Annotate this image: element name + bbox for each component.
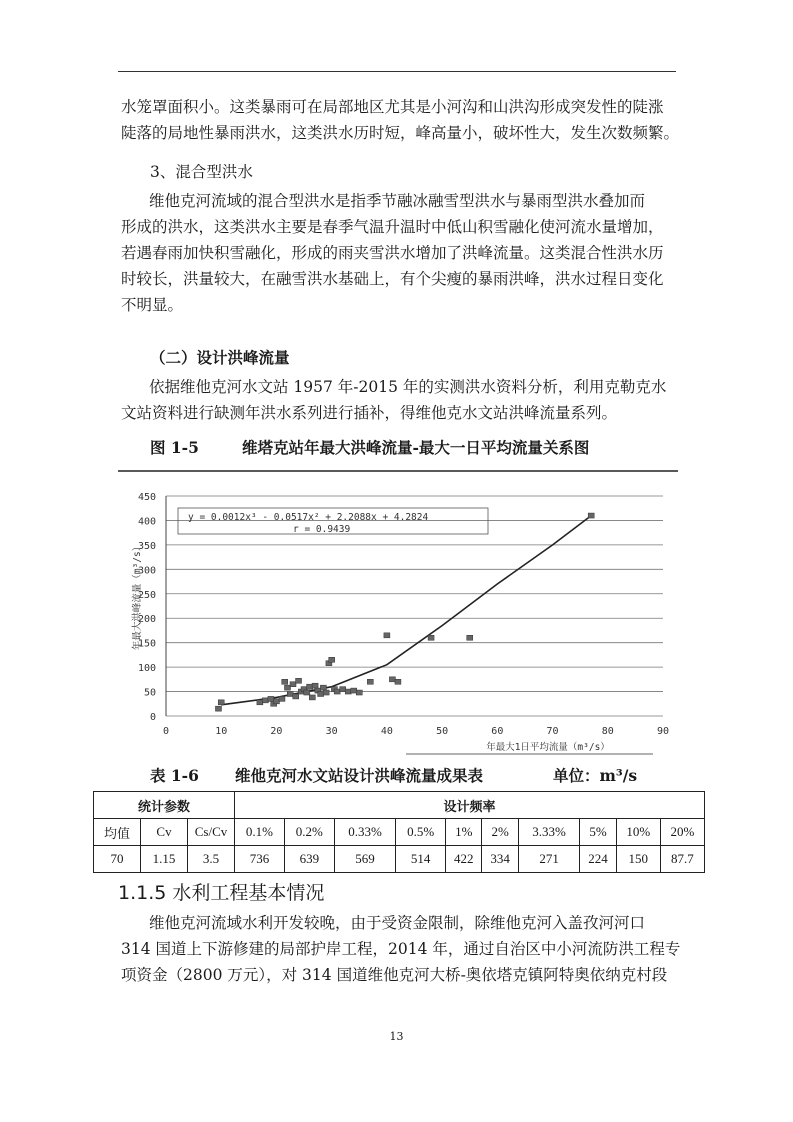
scatter-chart — [118, 468, 678, 758]
table-cell: 736 — [235, 846, 285, 873]
table-cell: 422 — [446, 846, 482, 873]
x-tick-label: 50 — [436, 726, 449, 737]
data-point — [293, 694, 299, 699]
data-point — [329, 657, 335, 662]
x-tick-label: 30 — [325, 726, 338, 737]
column-header: 0.1% — [235, 819, 285, 846]
table-cell: 334 — [482, 846, 518, 873]
data-point — [395, 679, 401, 684]
table-cell: 271 — [518, 846, 579, 873]
column-header: 5% — [580, 819, 616, 846]
text-line: 维他克河流域水利开发较晚，由于受资金限制，除维他克河入盖孜河河口 — [149, 914, 646, 932]
table-cell: 514 — [396, 846, 446, 873]
data-point — [351, 688, 357, 693]
table-row — [94, 846, 705, 873]
table-number: 表 1-6 — [150, 766, 199, 785]
data-point — [307, 684, 313, 689]
text-line: 依据维他克河水文站 1957 年-2015 年的实测洪水资料分析，利用克勒克水 — [149, 378, 667, 396]
data-point — [367, 679, 373, 684]
text-line: 水笼罩面积小。这类暴雨可在局部地区尤其是小河沟和山洪沟形成突发性的陡涨 — [121, 98, 664, 116]
stats-group-header: 统计参数 — [94, 792, 235, 819]
data-point — [312, 683, 318, 688]
data-point — [467, 635, 473, 640]
page-number: 13 — [389, 1030, 404, 1043]
text-line: 时较长，洪量较大，在融雪洪水基础上，有个尖瘦的暴雨洪峰，洪水过程日变化 — [121, 270, 664, 288]
data-point — [215, 706, 221, 711]
data-point — [309, 695, 315, 700]
data-point — [262, 698, 268, 703]
table-subheader-row — [94, 819, 705, 846]
subheading-design-peak: （二）设计洪峰流量 — [150, 348, 290, 367]
column-header: 0.5% — [396, 819, 446, 846]
table-cell: 3.5 — [188, 846, 235, 873]
text-line: 项资金（2800 万元），对 314 国道维他克河大桥-奥依塔克镇阿特奥依纳克村段 — [121, 966, 668, 984]
column-header: 均值 — [94, 819, 141, 846]
trend-curve — [221, 516, 591, 705]
table-cell: 70 — [94, 846, 141, 873]
y-tick-label: 350 — [137, 540, 156, 552]
table-cell: 87.7 — [660, 846, 704, 873]
chart-container — [118, 468, 678, 758]
y-tick-label: 100 — [137, 663, 156, 675]
y-tick-label: 50 — [143, 687, 156, 699]
water-projects-paragraph — [121, 910, 681, 988]
column-header: Cv — [141, 819, 188, 846]
data-point — [218, 700, 224, 705]
x-tick-label: 90 — [656, 726, 670, 737]
y-tick-label: 400 — [137, 516, 156, 528]
freq-group-header: 设计频率 — [235, 792, 705, 819]
data-point — [279, 696, 285, 701]
table-cell: 1.15 — [141, 846, 188, 873]
y-axis-label: 年最大洪峰流量（m³/s） — [132, 541, 143, 651]
data-point — [296, 678, 302, 683]
table-cell: 569 — [334, 846, 395, 873]
table-unit: 单位：m³/s — [553, 766, 638, 785]
data-point — [304, 690, 310, 695]
text-line: 形成的洪水，这类洪水主要是春季气温升温时中低山积雪融化使河流水量增加， — [121, 218, 664, 236]
figure-number: 图 1-5 — [150, 438, 199, 457]
x-tick-label: 70 — [546, 726, 559, 737]
data-point — [588, 513, 594, 518]
r-value-label: r = 0.9439 — [293, 524, 351, 535]
y-tick-label: 150 — [137, 638, 156, 650]
data-point — [282, 679, 288, 684]
data-point — [340, 687, 346, 692]
x-tick-label: 10 — [215, 726, 228, 737]
data-point — [428, 635, 434, 640]
column-header: 10% — [616, 819, 660, 846]
column-header: 0.2% — [284, 819, 334, 846]
data-point — [287, 692, 293, 697]
data-point — [356, 690, 362, 695]
table-title: 维他克河水文站设计洪峰流量成果表 — [235, 766, 484, 785]
y-tick-label: 250 — [137, 589, 156, 601]
data-point — [384, 633, 390, 638]
mixed-flood-paragraph — [121, 188, 681, 318]
x-tick-label: 0 — [162, 726, 170, 737]
data-point — [290, 682, 296, 687]
x-axis-label: 年最大1日平均流量（m³/s） — [486, 742, 610, 753]
heading-mixed-flood: 3、混合型洪水 — [150, 163, 253, 181]
column-header: Cs/Cv — [188, 819, 235, 846]
x-tick-label: 80 — [601, 726, 614, 737]
x-tick-label: 40 — [380, 726, 393, 737]
figure-title: 维塔克站年最大洪峰流量-最大一日平均流量关系图 — [242, 438, 590, 457]
intro-paragraph — [121, 94, 681, 146]
y-tick-label: 450 — [137, 492, 156, 503]
text-line: 文站资料进行缺测年洪水系列进行插补，得维他克水文站洪峰流量系列。 — [121, 404, 618, 422]
data-point — [345, 689, 351, 694]
header-rule — [118, 71, 676, 72]
text-line: 若遇春雨加快积雪融化，形成的雨夹雪洪水增加了洪峰流量。这类混合性洪水历 — [121, 244, 664, 262]
table-cell: 224 — [580, 846, 616, 873]
column-header: 2% — [482, 819, 518, 846]
text-line: 维他克河流域的混合型洪水是指季节融冰融雪型洪水与暴雨型洪水叠加而 — [149, 192, 646, 210]
table-cell: 639 — [284, 846, 334, 873]
design-paragraph — [121, 374, 681, 426]
equation-label: y = 0.0012x³ - 0.0517x² + 2.2088x + 4.2824 — [188, 512, 429, 523]
y-tick-label: 300 — [137, 565, 156, 577]
data-point — [273, 699, 279, 704]
column-header: 0.33% — [334, 819, 395, 846]
data-point — [334, 689, 340, 694]
table-header-row — [94, 792, 705, 819]
data-point — [323, 690, 329, 695]
data-point — [318, 692, 324, 697]
data-point — [320, 685, 326, 690]
section-title: 1.1.5 水利工程基本情况 — [118, 882, 325, 904]
design-flood-table — [93, 791, 705, 873]
data-point — [389, 677, 395, 682]
y-tick-label: 0 — [149, 712, 156, 723]
text-line: 314 国道上下游修建的局部护岸工程，2014 年，通过自治区中小河流防洪工程专 — [121, 940, 681, 958]
table-cell: 150 — [616, 846, 660, 873]
x-tick-label: 20 — [270, 726, 283, 737]
data-point — [257, 700, 263, 705]
column-header: 20% — [660, 819, 704, 846]
y-tick-label: 200 — [137, 614, 156, 626]
column-header: 3.33% — [518, 819, 579, 846]
column-header: 1% — [446, 819, 482, 846]
text-line: 陡落的局地性暴雨洪水，这类洪水历时短，峰高量小，破坏性大，发生次数频繁。 — [121, 124, 680, 142]
text-line: 不明显。 — [121, 296, 184, 314]
data-point — [284, 685, 290, 690]
x-tick-label: 60 — [491, 726, 504, 737]
data-point — [268, 696, 274, 701]
